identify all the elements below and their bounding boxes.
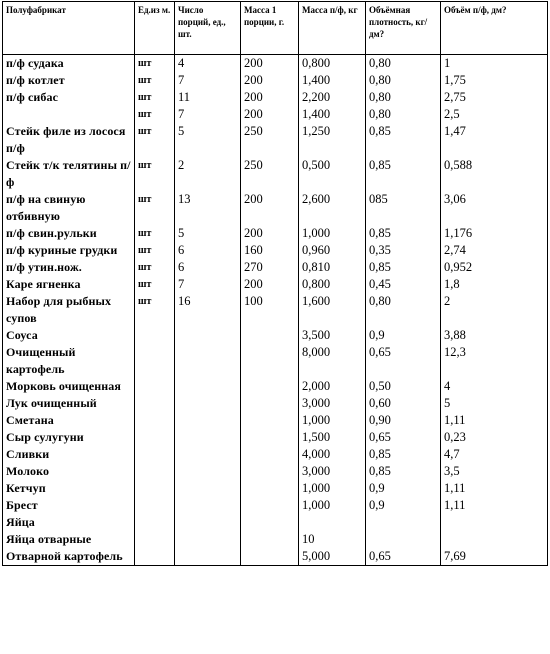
product-mass-cell: 3,000	[299, 463, 366, 480]
table-body	[3, 55, 548, 566]
density-cell: 0,9	[366, 497, 441, 514]
volume-cell: 4,7	[441, 446, 548, 463]
unit-cell: шт	[135, 293, 175, 327]
product-mass-cell: 1,000	[299, 480, 366, 497]
portion-mass-cell: 200	[241, 106, 299, 123]
product-name-cell: Яйца	[3, 514, 135, 531]
table-row	[3, 191, 548, 225]
table-row	[3, 157, 548, 191]
portion-mass-cell	[241, 395, 299, 412]
product-mass-cell: 1,000	[299, 497, 366, 514]
product-name-cell: п/ф куриные грудки	[3, 242, 135, 259]
volume-cell	[441, 514, 548, 531]
portions-cell	[175, 480, 241, 497]
portion-mass-cell	[241, 514, 299, 531]
density-cell: 0,65	[366, 344, 441, 378]
volume-cell: 1,47	[441, 123, 548, 157]
product-name-cell: п/ф на свиную отбивную	[3, 191, 135, 225]
table-row	[3, 446, 548, 463]
density-cell: 0,80	[366, 55, 441, 73]
product-mass-cell: 2,600	[299, 191, 366, 225]
product-name-cell: Очищенный картофель	[3, 344, 135, 378]
portions-cell: 5	[175, 123, 241, 157]
portion-mass-cell	[241, 429, 299, 446]
portions-cell: 7	[175, 72, 241, 89]
portion-mass-cell: 200	[241, 72, 299, 89]
product-mass-cell: 1,400	[299, 72, 366, 89]
density-cell: 0,85	[366, 225, 441, 242]
table-row	[3, 412, 548, 429]
portions-cell	[175, 429, 241, 446]
table-row	[3, 123, 548, 157]
unit-cell: шт	[135, 157, 175, 191]
portions-cell	[175, 446, 241, 463]
portions-cell	[175, 548, 241, 566]
volume-cell: 0,23	[441, 429, 548, 446]
product-name-cell: Стейк филе из лосося п/ф	[3, 123, 135, 157]
portion-mass-cell: 100	[241, 293, 299, 327]
table-row	[3, 429, 548, 446]
portions-cell: 7	[175, 276, 241, 293]
unit-cell	[135, 412, 175, 429]
product-name-cell: Кетчуп	[3, 480, 135, 497]
table-row	[3, 293, 548, 327]
product-mass-cell: 0,800	[299, 276, 366, 293]
portions-cell	[175, 497, 241, 514]
product-name-cell: Набор для рыбных супов	[3, 293, 135, 327]
volume-cell: 1,11	[441, 480, 548, 497]
density-cell: 0,65	[366, 548, 441, 566]
portions-cell: 4	[175, 55, 241, 73]
portion-mass-cell: 250	[241, 123, 299, 157]
portions-cell: 5	[175, 225, 241, 242]
unit-cell	[135, 531, 175, 548]
table-row	[3, 548, 548, 566]
product-mass-cell: 0,960	[299, 242, 366, 259]
product-name-cell: Яйца отварные	[3, 531, 135, 548]
header-product: Полуфабрикат	[3, 2, 135, 55]
product-name-cell: Брест	[3, 497, 135, 514]
product-name-cell: Сметана	[3, 412, 135, 429]
portions-cell	[175, 378, 241, 395]
table-row	[3, 395, 548, 412]
portions-cell	[175, 531, 241, 548]
density-cell: 0,85	[366, 157, 441, 191]
volume-cell: 2	[441, 293, 548, 327]
table-row	[3, 259, 548, 276]
unit-cell	[135, 548, 175, 566]
unit-cell	[135, 497, 175, 514]
unit-cell: шт	[135, 106, 175, 123]
product-mass-cell: 5,000	[299, 548, 366, 566]
volume-cell: 1,11	[441, 412, 548, 429]
product-mass-cell: 4,000	[299, 446, 366, 463]
portion-mass-cell: 200	[241, 276, 299, 293]
product-name-cell: Лук очищенный	[3, 395, 135, 412]
header-product-mass: Масса п/ф, кг	[299, 2, 366, 55]
product-mass-cell: 0,810	[299, 259, 366, 276]
density-cell: 0,9	[366, 327, 441, 344]
product-name-cell: п/ф свин.рульки	[3, 225, 135, 242]
portion-mass-cell	[241, 446, 299, 463]
unit-cell: шт	[135, 191, 175, 225]
portions-cell	[175, 514, 241, 531]
density-cell	[366, 531, 441, 548]
unit-cell: шт	[135, 123, 175, 157]
header-portions: Число порций, ед., шт.	[175, 2, 241, 55]
header-row	[3, 2, 548, 55]
unit-cell	[135, 446, 175, 463]
product-name-cell: Каре ягненка	[3, 276, 135, 293]
density-cell: 0,65	[366, 429, 441, 446]
unit-cell: шт	[135, 55, 175, 73]
product-name-cell: п/ф судака	[3, 55, 135, 73]
unit-cell	[135, 378, 175, 395]
table-row	[3, 225, 548, 242]
product-name-cell: Стейк т/к телятины п/ф	[3, 157, 135, 191]
volume-cell: 1,11	[441, 497, 548, 514]
portion-mass-cell	[241, 344, 299, 378]
unit-cell: шт	[135, 276, 175, 293]
density-cell: 0,85	[366, 123, 441, 157]
product-mass-cell: 2,200	[299, 89, 366, 106]
product-mass-cell: 1,500	[299, 429, 366, 446]
volume-cell	[441, 531, 548, 548]
density-cell: 0,80	[366, 89, 441, 106]
unit-cell	[135, 514, 175, 531]
density-cell: 0,80	[366, 293, 441, 327]
product-mass-cell: 8,000	[299, 344, 366, 378]
semi-finished-products-table	[2, 1, 548, 566]
table-row	[3, 344, 548, 378]
header-bulk-density: Объёмная плотность, кг/дм?	[366, 2, 441, 55]
product-name-cell: п/ф котлет	[3, 72, 135, 89]
volume-cell: 1,176	[441, 225, 548, 242]
product-name-cell: Молоко	[3, 463, 135, 480]
product-mass-cell: 2,000	[299, 378, 366, 395]
portion-mass-cell: 200	[241, 55, 299, 73]
portion-mass-cell	[241, 531, 299, 548]
table-row	[3, 378, 548, 395]
volume-cell: 2,74	[441, 242, 548, 259]
table-row	[3, 497, 548, 514]
product-mass-cell: 1,000	[299, 225, 366, 242]
density-cell: 0,35	[366, 242, 441, 259]
portions-cell	[175, 344, 241, 378]
volume-cell: 2,75	[441, 89, 548, 106]
product-name-cell: Морковь очищенная	[3, 378, 135, 395]
unit-cell	[135, 429, 175, 446]
volume-cell: 1	[441, 55, 548, 73]
volume-cell: 1,8	[441, 276, 548, 293]
product-mass-cell: 1,000	[299, 412, 366, 429]
volume-cell: 3,06	[441, 191, 548, 225]
volume-cell: 4	[441, 378, 548, 395]
portion-mass-cell	[241, 412, 299, 429]
product-mass-cell: 0,500	[299, 157, 366, 191]
portions-cell: 6	[175, 259, 241, 276]
portions-cell	[175, 327, 241, 344]
table-row	[3, 55, 548, 73]
product-name-cell: п/ф утин.нож.	[3, 259, 135, 276]
product-mass-cell: 10	[299, 531, 366, 548]
volume-cell: 3,88	[441, 327, 548, 344]
product-name-cell: Сыр сулугуни	[3, 429, 135, 446]
portion-mass-cell: 200	[241, 191, 299, 225]
volume-cell: 2,5	[441, 106, 548, 123]
portions-cell	[175, 395, 241, 412]
unit-cell: шт	[135, 225, 175, 242]
unit-cell: шт	[135, 72, 175, 89]
product-mass-cell: 1,400	[299, 106, 366, 123]
density-cell: 0,60	[366, 395, 441, 412]
table-row	[3, 242, 548, 259]
unit-cell	[135, 327, 175, 344]
unit-cell: шт	[135, 89, 175, 106]
product-name-cell: п/ф сибас	[3, 89, 135, 106]
table-row	[3, 276, 548, 293]
portions-cell: 7	[175, 106, 241, 123]
portion-mass-cell: 250	[241, 157, 299, 191]
density-cell: 0,90	[366, 412, 441, 429]
portions-cell: 6	[175, 242, 241, 259]
table-row	[3, 514, 548, 531]
table-row	[3, 480, 548, 497]
portion-mass-cell	[241, 480, 299, 497]
product-mass-cell: 3,500	[299, 327, 366, 344]
product-mass-cell	[299, 514, 366, 531]
portion-mass-cell	[241, 497, 299, 514]
density-cell	[366, 514, 441, 531]
portion-mass-cell: 270	[241, 259, 299, 276]
unit-cell	[135, 463, 175, 480]
portions-cell: 16	[175, 293, 241, 327]
portion-mass-cell	[241, 327, 299, 344]
product-mass-cell: 1,250	[299, 123, 366, 157]
density-cell: 085	[366, 191, 441, 225]
table-row	[3, 72, 548, 89]
portions-cell	[175, 463, 241, 480]
unit-cell	[135, 480, 175, 497]
table-row	[3, 327, 548, 344]
unit-cell	[135, 344, 175, 378]
portion-mass-cell: 160	[241, 242, 299, 259]
volume-cell: 12,3	[441, 344, 548, 378]
product-name-cell	[3, 106, 135, 123]
portions-cell: 2	[175, 157, 241, 191]
volume-cell: 0,952	[441, 259, 548, 276]
header-product-volume: Объём п/ф, дм?	[441, 2, 548, 55]
density-cell: 0,85	[366, 259, 441, 276]
product-name-cell: Соуса	[3, 327, 135, 344]
table-row	[3, 463, 548, 480]
table-row	[3, 106, 548, 123]
unit-cell: шт	[135, 242, 175, 259]
portions-cell: 11	[175, 89, 241, 106]
volume-cell: 0,588	[441, 157, 548, 191]
unit-cell: шт	[135, 259, 175, 276]
table-row	[3, 89, 548, 106]
density-cell: 0,9	[366, 480, 441, 497]
density-cell: 0,85	[366, 463, 441, 480]
header-unit: Ед.из м.	[135, 2, 175, 55]
product-name-cell: Сливки	[3, 446, 135, 463]
unit-cell	[135, 395, 175, 412]
volume-cell: 5	[441, 395, 548, 412]
volume-cell: 1,75	[441, 72, 548, 89]
product-name-cell: Отварной картофель	[3, 548, 135, 566]
product-mass-cell: 1,600	[299, 293, 366, 327]
density-cell: 0,50	[366, 378, 441, 395]
portions-cell: 13	[175, 191, 241, 225]
portion-mass-cell	[241, 378, 299, 395]
volume-cell: 7,69	[441, 548, 548, 566]
density-cell: 0,80	[366, 106, 441, 123]
portion-mass-cell	[241, 463, 299, 480]
product-mass-cell: 3,000	[299, 395, 366, 412]
volume-cell: 3,5	[441, 463, 548, 480]
portion-mass-cell: 200	[241, 89, 299, 106]
density-cell: 0,45	[366, 276, 441, 293]
table-header	[3, 2, 548, 55]
density-cell: 0,85	[366, 446, 441, 463]
density-cell: 0,80	[366, 72, 441, 89]
product-mass-cell: 0,800	[299, 55, 366, 73]
table-row	[3, 531, 548, 548]
portion-mass-cell	[241, 548, 299, 566]
header-portion-mass: Масса 1 порции, г.	[241, 2, 299, 55]
portion-mass-cell: 200	[241, 225, 299, 242]
portions-cell	[175, 412, 241, 429]
